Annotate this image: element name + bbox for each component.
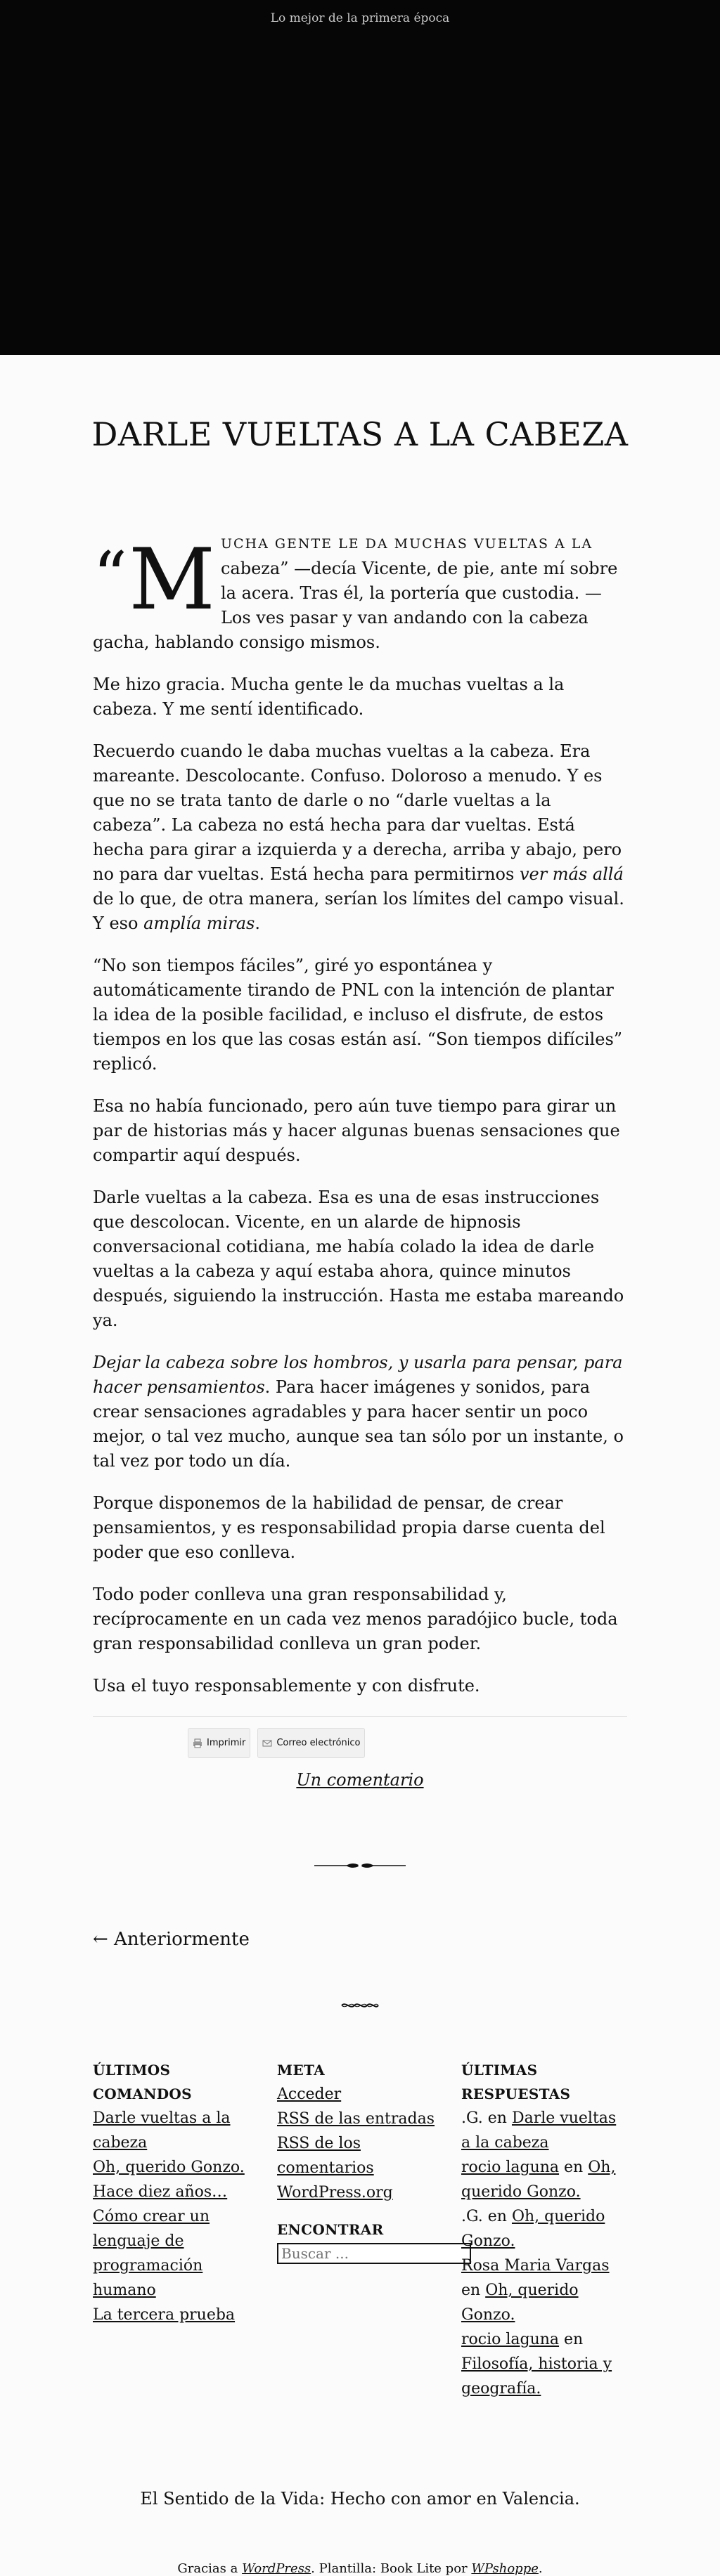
comment-post-link[interactable]: Oh, querido Gonzo. <box>461 2208 605 2250</box>
recent-post-link[interactable]: Oh, querido Gonzo. <box>93 2159 245 2176</box>
meta-link-wordpress[interactable]: WordPress.org <box>277 2184 393 2201</box>
paragraph-9: Todo poder conlleva una gran responsabilidad y, recíprocamente en un cada vez menos paradójico bucle, toda gran responsabilidad conlleva un gran poder. <box>93 1585 618 1653</box>
widget-title: ÚLTIMAS RESPUESTAS <box>461 2062 571 2102</box>
recent-comment: Rosa Maria Vargas en Oh, querido Gonzo. <box>461 2257 610 2324</box>
site-tagline: Lo mejor de la primera época <box>270 11 450 25</box>
drop-cap: “ M <box>93 531 215 629</box>
comment-author-link[interactable]: Rosa Maria Vargas <box>461 2257 610 2275</box>
theme-author-link[interactable]: WPshoppe <box>471 2561 539 2576</box>
comment-post-link[interactable]: Filosofía, historia y geografía. <box>461 2355 612 2398</box>
comment-post-link[interactable]: Oh, querido Gonzo. <box>461 2282 579 2324</box>
ornament-divider <box>0 1859 720 1873</box>
lead-text: cabeza” —decía Vicente, de pie, ante mí sobre la acera. Tras él, la portería que custodia. —Los ves pasar y van andando con la cabeza gacha, hablando consigo mismos. <box>93 559 618 652</box>
print-button[interactable]: Imprimir <box>188 1728 250 1758</box>
comment-post-link[interactable]: Oh, querido Gonzo. <box>461 2159 616 2201</box>
email-share-button[interactable]: Correo electrónico <box>257 1728 365 1758</box>
comment-author-link[interactable]: rocio laguna <box>461 2159 560 2176</box>
share-buttons <box>93 1728 627 1758</box>
site-header <box>0 0 720 355</box>
search-input[interactable] <box>277 2243 471 2264</box>
lead-smallcaps: UCHA GENTE LE DA MUCHAS VUELTAS A LA <box>220 536 593 552</box>
widget-title: ÚLTIMOS COMANDOS <box>93 2062 192 2102</box>
footer-credits: Gracias a WordPress. Plantilla: Book Lite por WPshoppe. <box>177 2561 543 2576</box>
comments-link[interactable]: Un comentario <box>296 1770 424 1790</box>
email-icon <box>262 1738 272 1748</box>
footer-site-info: El Sentido de la Vida: Hecho con amor en Valencia. <box>140 2489 580 2509</box>
previous-post-link[interactable]: ← Anteriormente <box>93 1929 250 1950</box>
widget-title: META <box>277 2062 325 2079</box>
paragraph-8: Porque disponemos de la habilidad de pensar, de crear pensamientos, y es responsabilidad propia darse cuenta del poder que eso conlleva. <box>93 1493 605 1562</box>
content-divider <box>93 1716 627 1717</box>
meta-link-rss-entries[interactable]: RSS de las entradas <box>277 2110 435 2128</box>
recent-posts-widget <box>93 2058 259 2401</box>
footer-widgets <box>93 2058 627 2401</box>
recent-comment: rocio laguna en Oh, querido Gonzo. <box>461 2159 616 2201</box>
print-icon <box>193 1738 202 1748</box>
meta-link-rss-comments[interactable]: RSS de los comentarios <box>277 2135 374 2177</box>
paragraph-2: Me hizo gracia. Mucha gente le da muchas vueltas a la cabeza. Y me sentí identificado. <box>93 675 565 719</box>
paragraph-4: “No son tiempos fáciles”, giré yo espontánea y automáticamente tirando de PNL con la intención de plantar la idea de la posible facilidad, e incluso el disfrute, de estos tiempos en los que las cosas están así. “Son tiempos difíciles” replicó. <box>93 956 623 1074</box>
lead-paragraph <box>93 531 627 655</box>
paragraph-5: Esa no había funcionado, pero aún tuve tiempo para girar un par de historias más y hacer algunas buenas sensaciones que compartir aquí después. <box>93 1096 620 1165</box>
paragraph-10: Usa el tuyo responsablemente y con disfrute. <box>93 1676 480 1696</box>
recent-post-link[interactable]: La tercera prueba <box>93 2306 236 2324</box>
paragraph-7: Dejar la cabeza sobre los hombros, y usarla para pensar, para hacer pensamientos. Para hacer imágenes y sonidos, para crear sensaciones agradables y para hacer sentir un poco mejor, o tal vez mucho, aunque sea tan sólo por un instante, o tal vez por todo un día. <box>93 1353 624 1471</box>
recent-post-link[interactable]: Hace diez años… <box>93 2183 228 2201</box>
meta-widget <box>277 2058 443 2401</box>
comment-post-link[interactable]: Darle vueltas a la cabeza <box>461 2109 617 2152</box>
paragraph-6: Darle vueltas a la cabeza. Esa es una de esas instrucciones que descolocan. Vicente, en un alarde de hipnosis conversacional cotidiana, me había colado la idea de darle vueltas a la cabeza y aquí estaba ahora, quince minutos después, siguiendo la instrucción. Hasta me estaba mareando ya. <box>93 1188 624 1330</box>
ornament-swirl <box>0 1999 720 2012</box>
wordpress-link[interactable]: WordPress <box>242 2561 311 2576</box>
recent-post-link[interactable]: Darle vueltas a la cabeza <box>93 2109 231 2152</box>
recent-post-link[interactable]: Cómo crear un lenguaje de programación humano <box>93 2208 210 2299</box>
recent-comment: rocio laguna en Filosofía, historia y geografía. <box>461 2331 612 2398</box>
widget-title: ENCONTRAR <box>277 2221 384 2238</box>
paragraph-3: Recuerdo cuando le daba muchas vueltas a la cabeza. Era mareante. Descolocante. Confuso. Doloroso a menudo. Y es que no se trata tanto de darle o no “darle vueltas a la cabeza”. La cabeza no está hecha para dar vueltas. Está hecha para girar a izquierda y a derecha, arriba y abajo, pero no para dar vueltas. Está hecha para permitirnos ver más allá de lo que, de otra manera, serían los límites del campo visual. Y eso amplía miras. <box>93 741 624 933</box>
post-content <box>93 453 627 1793</box>
recent-comments-widget <box>461 2058 627 2401</box>
post-title: DARLE VUELTAS A LA CABEZA <box>91 415 629 453</box>
recent-comment: .G. en Oh, querido Gonzo. <box>461 2208 605 2250</box>
comment-author-link[interactable]: rocio laguna <box>461 2331 560 2348</box>
recent-comment: .G. en Darle vueltas a la cabeza <box>461 2109 617 2152</box>
meta-link-login[interactable]: Acceder <box>277 2086 342 2103</box>
